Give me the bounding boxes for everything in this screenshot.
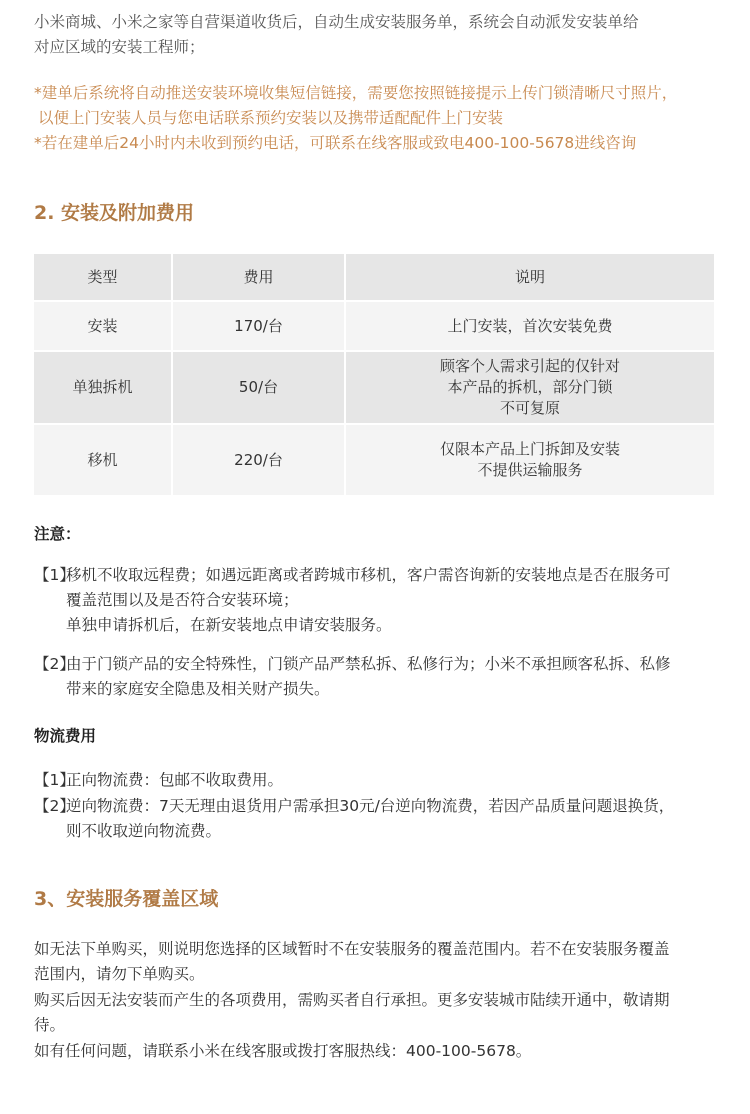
coverage-line: 待。 [34, 1016, 66, 1034]
logistics-item-line: 则不收取逆向物流费。 [66, 822, 222, 840]
header-fee: 费用 [173, 254, 346, 302]
attention-title: 注意： [34, 525, 81, 543]
note-24h: *若在建单后24小时内未收到预约电话，可联系在线客服或致电400-100-5678进线咨询 [34, 134, 637, 152]
row-fee: 170/台 [173, 302, 346, 352]
row-type: 单独拆机 [34, 352, 173, 425]
attention-item-index: 【1】 [34, 566, 75, 584]
row-type: 移机 [34, 425, 173, 497]
row-type: 安装 [34, 302, 173, 352]
logistics-item-1 [34, 768, 726, 793]
attention-item-line: 带来的家庭安全隐患及相关财产损失。 [66, 680, 330, 698]
row-fee: 50/台 [173, 352, 346, 425]
attention-item-line: 覆盖范围以及是否符合安装环境； [66, 591, 299, 609]
logistics-title: 物流费用 [34, 727, 97, 745]
row-desc-line: 上门安装，首次安装免费 [447, 316, 613, 335]
attention-item-line: 移机不收取远程费；如遇远距离或者跨城市移机，客户需咨询新的安装地点是否在服务可 [66, 566, 671, 584]
note-sms-line-2: 以便上门安装人员与您电话联系预约安装以及携带适配配件上门安装 [38, 109, 504, 127]
row-desc-line: 本产品的拆机，部分门锁 [447, 378, 613, 396]
logistics-item-line: 逆向物流费：7天无理由退货用户需承担30元/台逆向物流费，若因产品质量问题退换货， [66, 797, 675, 815]
row-desc-line: 不可复原 [499, 399, 560, 417]
header-type: 类型 [34, 254, 173, 302]
table-row [34, 425, 714, 497]
row-desc [346, 352, 714, 425]
fee-table [34, 254, 714, 497]
attention-item-line: 单独申请拆机后，在新安装地点申请安装服务。 [66, 616, 392, 634]
table-row [34, 302, 714, 352]
section-3-title: 3、安装服务覆盖区域 [34, 888, 219, 910]
coverage-line: 购买后因无法安装而产生的各项费用，需购买者自行承担。更多安装城市陆续开通中，敬请期 [34, 991, 670, 1009]
row-desc-line: 仅限本产品上门拆卸及安装 [439, 440, 620, 458]
attention-item-1 [34, 563, 726, 638]
table-row [34, 352, 714, 425]
section-2-title: 2. 安装及附加费用 [34, 202, 195, 224]
table-header-row [34, 254, 714, 302]
row-desc-line: 不提供运输服务 [477, 461, 583, 479]
coverage-line: 范围内，请勿下单购买。 [34, 965, 205, 983]
logistics-item-2 [34, 794, 726, 844]
row-desc [346, 425, 714, 497]
intro-line-1: 小米商城、小米之家等自营渠道收货后，自动生成安装服务单，系统会自动派发安装单给 [34, 13, 639, 31]
header-desc: 说明 [346, 254, 714, 302]
coverage-line: 如无法下单购买，则说明您选择的区域暂时不在安装服务的覆盖范围内。若不在安装服务覆盖 [34, 940, 670, 958]
attention-item-index: 【2】 [34, 655, 75, 673]
attention-item-line: 由于门锁产品的安全特殊性，门锁产品严禁私拆、私修行为；小米不承担顾客私拆、私修 [66, 655, 671, 673]
logistics-item-index: 【2】 [34, 797, 75, 815]
row-desc [346, 302, 714, 352]
intro-line-2: 对应区域的安装工程师； [34, 38, 205, 56]
attention-item-2 [34, 652, 726, 702]
logistics-item-line: 正向物流费：包邮不收取费用。 [66, 771, 284, 789]
coverage-line: 如有任何问题，请联系小米在线客服或拨打客服热线：400-100-5678。 [34, 1042, 532, 1060]
row-fee: 220/台 [173, 425, 346, 497]
note-sms-line-1: *建单后系统将自动推送安装环境收集短信链接，需要您按照链接提示上传门锁清晰尺寸照片， [34, 84, 678, 102]
row-desc-line: 顾客个人需求引起的仅针对 [439, 357, 620, 375]
logistics-item-index: 【1】 [34, 771, 75, 789]
